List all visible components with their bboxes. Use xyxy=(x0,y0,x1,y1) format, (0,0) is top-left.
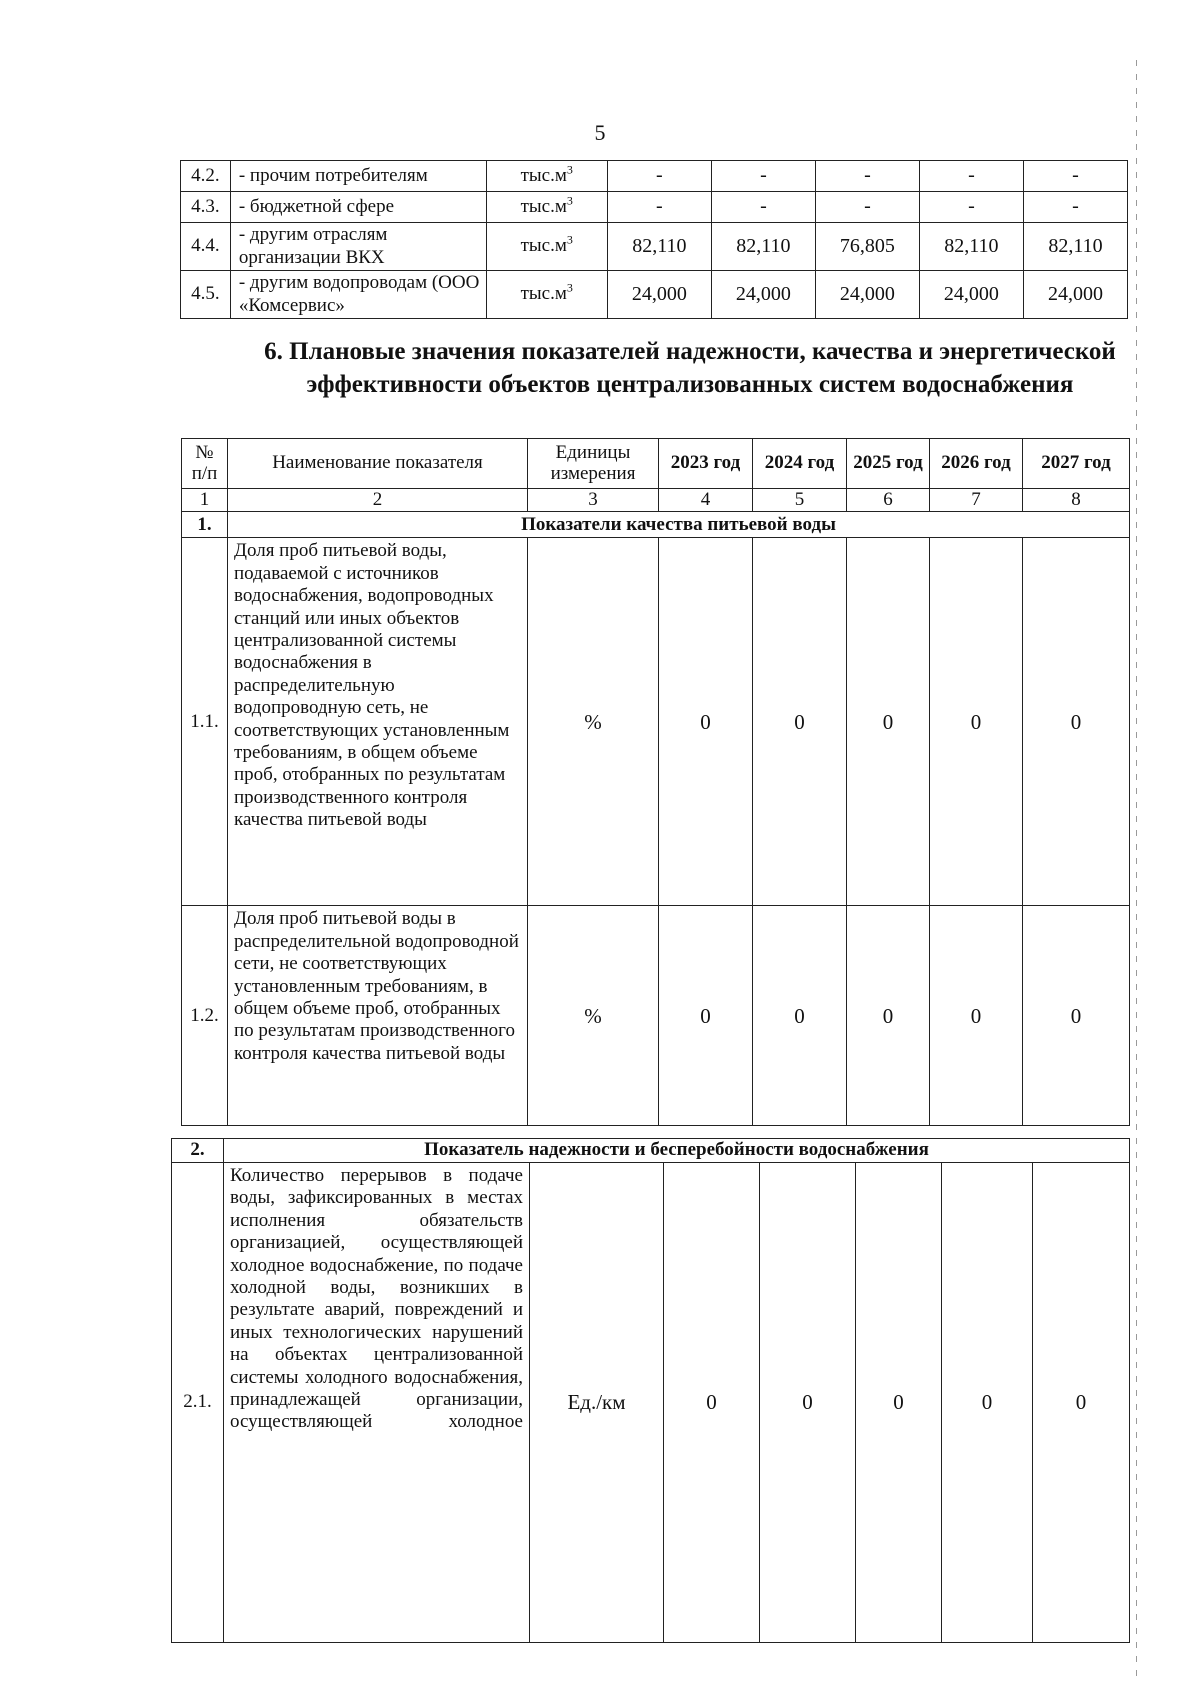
row-number: 2.1. xyxy=(172,1163,224,1643)
section-title: Показатель надежности и бесперебойности водоснабжения xyxy=(224,1139,1130,1163)
value-cell: 24,000 xyxy=(711,271,815,319)
row-name: - другим отраслям организации ВКХ xyxy=(230,223,486,271)
row-number: 4.2. xyxy=(181,161,231,192)
value-cell: 0 xyxy=(856,1163,942,1643)
header-num: № п/п xyxy=(182,439,228,489)
value-cell: - xyxy=(815,192,919,223)
scan-edge-line xyxy=(1136,60,1137,1680)
table-row xyxy=(181,161,1128,192)
row-unit: $тыс.м^3$ xyxy=(486,161,607,192)
row-unit: $тыс.м^3$ xyxy=(486,271,607,319)
row-number: 4.5. xyxy=(181,271,231,319)
row-unit: $тыс.м^3$ xyxy=(486,192,607,223)
table-row xyxy=(181,271,1128,319)
header-row xyxy=(182,439,1130,489)
table-row xyxy=(181,192,1128,223)
section-title: Показатели качества питьевой воды xyxy=(228,512,1130,538)
value-cell: 82,110 xyxy=(1023,223,1127,271)
header-year: 2024 год xyxy=(753,439,847,489)
row-name: - бюджетной сфере xyxy=(230,192,486,223)
value-cell: 0 xyxy=(847,906,930,1126)
row-unit: % xyxy=(528,538,659,906)
row-unit: % xyxy=(528,906,659,1126)
section-row xyxy=(182,512,1130,538)
value-cell: 0 xyxy=(1023,906,1130,1126)
row-unit: Ед./км xyxy=(530,1163,664,1643)
value-cell: 0 xyxy=(659,906,753,1126)
value-cell: 24,000 xyxy=(919,271,1023,319)
row-name: Доля проб питьевой воды, подаваемой с источников водоснабжения, водопроводных станций или иных объектов централизованной системы водоснабжения в распределительную водопроводную сеть, не соответствующих установленным требованиям, в общем объеме проб, отобранных по результатам производственного контроля качества питьевой воды xyxy=(228,538,528,906)
row-number: 1.1. xyxy=(182,538,228,906)
value-cell: 0 xyxy=(760,1163,856,1643)
row-name: Доля проб питьевой воды в распределительной водопроводной сети, не соответствующих установленным требованиям, в общем объеме проб, отобранных по результатам производственного контроля качества питьевой воды xyxy=(228,906,528,1126)
section-row xyxy=(172,1139,1130,1163)
value-cell: 0 xyxy=(1033,1163,1130,1643)
value-cell: 0 xyxy=(664,1163,760,1643)
row-number: 4.3. xyxy=(181,192,231,223)
header-year: 2025 год xyxy=(847,439,930,489)
value-cell: 82,110 xyxy=(711,223,815,271)
value-cell: - xyxy=(1023,161,1127,192)
table-row xyxy=(172,1163,1130,1643)
section-number: 2. xyxy=(172,1139,224,1163)
value-cell: 0 xyxy=(659,538,753,906)
value-cell: 76,805 xyxy=(815,223,919,271)
value-cell: 24,000 xyxy=(815,271,919,319)
value-cell: - xyxy=(607,192,711,223)
reliability-table xyxy=(171,1138,1130,1643)
section-heading: 6. Плановые значения показателей надежности, качества и энергетической эффективности объектов централизованных систем водоснабжения xyxy=(264,338,1116,398)
row-name: - прочим потребителям xyxy=(230,161,486,192)
section-number: 1. xyxy=(182,512,228,538)
column-number: 6 xyxy=(847,489,930,512)
value-cell: 0 xyxy=(930,906,1023,1126)
column-number: 2 xyxy=(228,489,528,512)
header-year: 2026 год xyxy=(930,439,1023,489)
value-cell: 0 xyxy=(753,906,847,1126)
value-cell: 0 xyxy=(753,538,847,906)
indicators-table xyxy=(181,438,1130,1126)
value-cell: 24,000 xyxy=(607,271,711,319)
value-cell: - xyxy=(919,192,1023,223)
value-cell: - xyxy=(1023,192,1127,223)
value-cell: 82,110 xyxy=(607,223,711,271)
table-row xyxy=(182,538,1130,906)
value-cell: - xyxy=(711,161,815,192)
column-number-row xyxy=(182,489,1130,512)
header-name: Наименование показателя xyxy=(228,439,528,489)
column-number: 4 xyxy=(659,489,753,512)
row-name: Количество перерывов в подаче воды, зафиксированных в местах исполнения обязательств организацией, осуществляющей холодное водоснабжение, по подаче холодной воды, возникших в результате аварий, повреждений и иных технологических нарушений на объектах централизованной системы холодного водоснабжения, принадлежащей организации, осуществляющей холодное xyxy=(224,1163,530,1643)
value-cell: 82,110 xyxy=(919,223,1023,271)
value-cell: 0 xyxy=(1023,538,1130,906)
value-cell: 0 xyxy=(942,1163,1033,1643)
value-cell: 24,000 xyxy=(1023,271,1127,319)
row-unit: $тыс.м^3$ xyxy=(486,223,607,271)
consumption-table xyxy=(180,160,1128,319)
column-number: 1 xyxy=(182,489,228,512)
header-unit: Единицы измерения xyxy=(528,439,659,489)
column-number: 7 xyxy=(930,489,1023,512)
value-cell: - xyxy=(607,161,711,192)
table-row xyxy=(182,906,1130,1126)
page-number: 5 xyxy=(594,120,606,145)
column-number: 5 xyxy=(753,489,847,512)
value-cell: 0 xyxy=(930,538,1023,906)
table-row xyxy=(181,223,1128,271)
row-number: 1.2. xyxy=(182,906,228,1126)
column-number: 8 xyxy=(1023,489,1130,512)
row-number: 4.4. xyxy=(181,223,231,271)
header-year: 2023 год xyxy=(659,439,753,489)
column-number: 3 xyxy=(528,489,659,512)
row-name: - другим водопроводам (ООО «Комсервис» xyxy=(230,271,486,319)
value-cell: 0 xyxy=(847,538,930,906)
header-year: 2027 год xyxy=(1023,439,1130,489)
value-cell: - xyxy=(919,161,1023,192)
value-cell: - xyxy=(711,192,815,223)
value-cell: - xyxy=(815,161,919,192)
